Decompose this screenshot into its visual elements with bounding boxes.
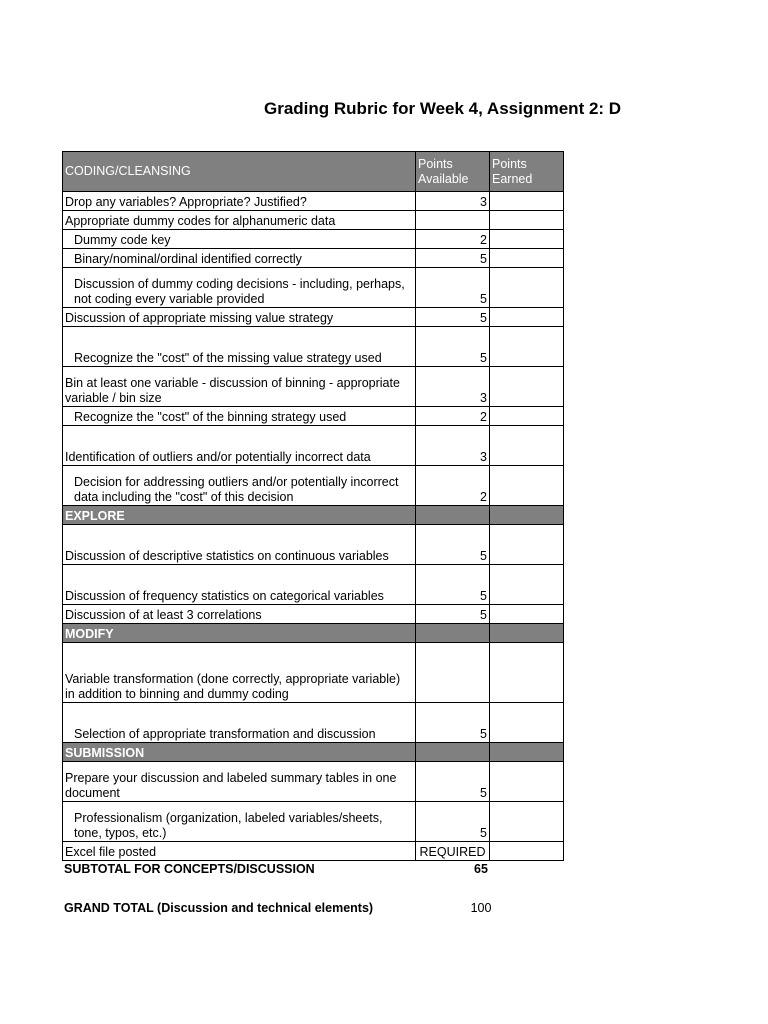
table-row — [63, 268, 564, 308]
section-spacer — [490, 743, 564, 762]
points-earned-cell[interactable] — [490, 327, 564, 367]
points-available: 5 — [416, 703, 490, 743]
table-row — [63, 802, 564, 842]
table-row — [63, 762, 564, 802]
page-title: Grading Rubric for Week 4, Assignment 2: D — [264, 99, 622, 118]
table-row — [63, 249, 564, 268]
section-row — [63, 506, 564, 525]
points-earned-cell[interactable] — [490, 268, 564, 308]
table-row — [63, 308, 564, 327]
points-available: 5 — [416, 802, 490, 842]
points-earned-cell[interactable] — [490, 230, 564, 249]
section-row — [63, 624, 564, 643]
section-title: SUBMISSION — [63, 743, 416, 762]
points-earned-cell[interactable] — [490, 525, 564, 565]
table-row — [63, 407, 564, 426]
criterion-label: Discussion of at least 3 correlations — [63, 605, 416, 624]
criterion-label: Discussion of appropriate missing value strategy — [63, 308, 416, 327]
points-earned-cell[interactable] — [490, 565, 564, 605]
criterion-label: Recognize the "cost" of the binning strategy used — [63, 407, 416, 426]
points-available: 5 — [416, 268, 490, 308]
table-row — [63, 565, 564, 605]
criterion-label: Bin at least one variable - discussion of binning - appropriate variable / bin size — [63, 367, 416, 407]
points-earned-cell[interactable] — [490, 802, 564, 842]
criterion-label: Identification of outliers and/or potentially incorrect data — [63, 426, 416, 466]
points-available: 5 — [416, 605, 490, 624]
col-points-earned: Points Earned — [490, 152, 564, 192]
criterion-label: Discussion of frequency statistics on categorical variables — [63, 565, 416, 605]
section-spacer — [490, 624, 564, 643]
table-row — [63, 525, 564, 565]
criterion-label: Prepare your discussion and labeled summary tables in one document — [63, 762, 416, 802]
section-spacer — [416, 506, 490, 525]
points-available: 2 — [416, 466, 490, 506]
rubric-table — [62, 151, 564, 861]
subtotal-label: SUBTOTAL FOR CONCEPTS/DISCUSSION — [64, 862, 315, 876]
points-earned-cell[interactable] — [490, 643, 564, 703]
points-available: 5 — [416, 565, 490, 605]
points-available: 5 — [416, 525, 490, 565]
section-spacer — [416, 624, 490, 643]
criterion-label: Excel file posted — [63, 842, 416, 861]
table-row — [63, 230, 564, 249]
points-available: 3 — [416, 367, 490, 407]
table-row — [63, 605, 564, 624]
points-earned-cell[interactable] — [490, 407, 564, 426]
points-earned-cell[interactable] — [490, 426, 564, 466]
points-available — [416, 211, 490, 230]
points-available: 5 — [416, 762, 490, 802]
section-spacer — [490, 506, 564, 525]
criterion-label: Decision for addressing outliers and/or potentially incorrect data including the "cost" of this decision — [63, 466, 416, 506]
points-earned-cell[interactable] — [490, 703, 564, 743]
section-row — [63, 743, 564, 762]
criterion-label: Binary/nominal/ordinal identified correctly — [63, 249, 416, 268]
criterion-label: Dummy code key — [63, 230, 416, 249]
points-available: 5 — [416, 308, 490, 327]
points-earned-cell[interactable] — [490, 211, 564, 230]
table-header-row — [63, 152, 564, 192]
points-available — [416, 643, 490, 703]
points-available: REQUIRED — [416, 842, 490, 861]
points-available: 3 — [416, 426, 490, 466]
points-earned-cell[interactable] — [490, 466, 564, 506]
section-title: EXPLORE — [63, 506, 416, 525]
points-available: 5 — [416, 249, 490, 268]
table-row — [63, 426, 564, 466]
points-earned-cell[interactable] — [490, 605, 564, 624]
grand-total-label: GRAND TOTAL (Discussion and technical elements) — [64, 901, 374, 915]
table-row — [63, 466, 564, 506]
criterion-label: Recognize the "cost" of the missing value strategy used — [63, 327, 416, 367]
points-earned-cell[interactable] — [490, 842, 564, 861]
criterion-label: Discussion of descriptive statistics on continuous variables — [63, 525, 416, 565]
criterion-label: Professionalism (organization, labeled variables/sheets, tone, typos, etc.) — [63, 802, 416, 842]
points-earned-cell[interactable] — [490, 249, 564, 268]
points-available: 2 — [416, 407, 490, 426]
points-available: 3 — [416, 192, 490, 211]
criterion-label: Variable transformation (done correctly, appropriate variable) in addition to binning and dummy coding — [63, 643, 416, 703]
points-earned-cell[interactable] — [490, 762, 564, 802]
table-row — [63, 327, 564, 367]
points-available: 5 — [416, 327, 490, 367]
points-earned-cell[interactable] — [490, 367, 564, 407]
points-earned-cell[interactable] — [490, 192, 564, 211]
criterion-label: Discussion of dummy coding decisions - including, perhaps, not coding every variable provided — [63, 268, 416, 308]
grand-total-value: 100 — [470, 901, 492, 915]
subtotal-value: 65 — [474, 862, 488, 876]
section-title: MODIFY — [63, 624, 416, 643]
points-available: 2 — [416, 230, 490, 249]
col-points-available: Points Available — [416, 152, 490, 192]
table-row — [63, 842, 564, 861]
rubric-body — [63, 152, 564, 861]
points-earned-cell[interactable] — [490, 308, 564, 327]
table-row — [63, 367, 564, 407]
table-row — [63, 703, 564, 743]
table-row — [63, 211, 564, 230]
section-spacer — [416, 743, 490, 762]
table-row — [63, 643, 564, 703]
section-title: CODING/CLEANSING — [63, 152, 416, 192]
criterion-label: Selection of appropriate transformation and discussion — [63, 703, 416, 743]
table-row — [63, 192, 564, 211]
criterion-label: Appropriate dummy codes for alphanumeric data — [63, 211, 416, 230]
criterion-label: Drop any variables? Appropriate? Justified? — [63, 192, 416, 211]
